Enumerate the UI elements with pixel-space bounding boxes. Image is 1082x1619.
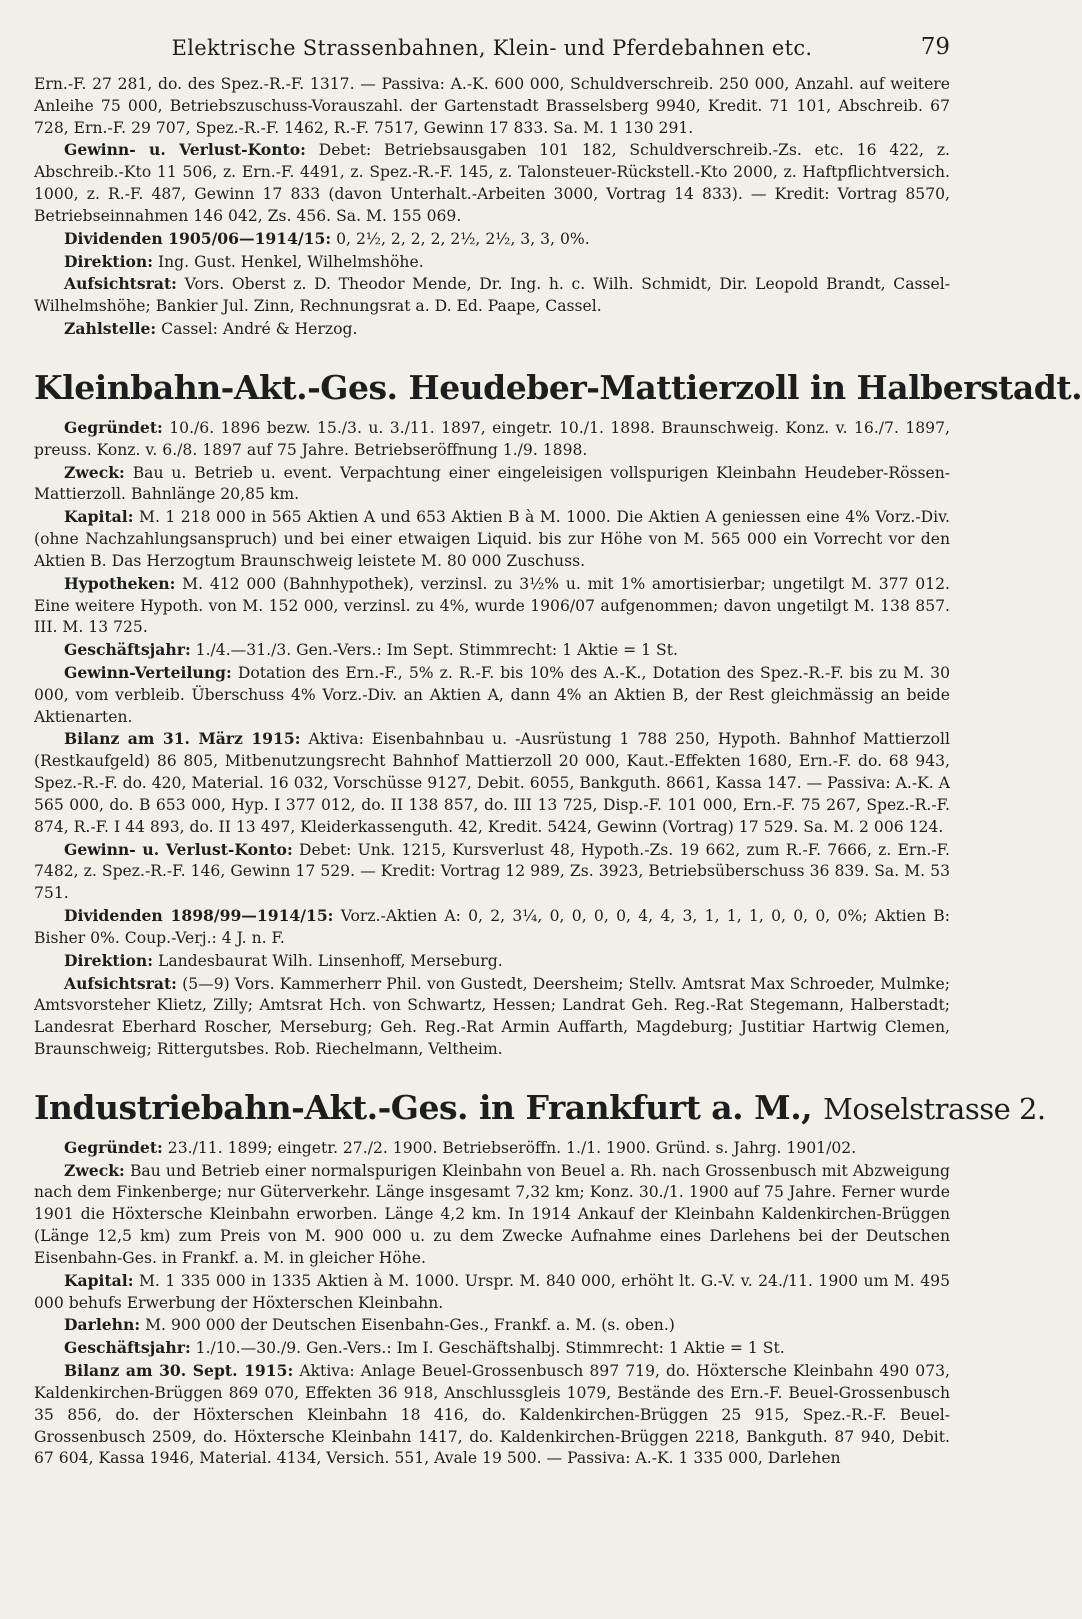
field-label: Aufsichtsrat:	[64, 274, 177, 294]
field-label: Zweck:	[64, 1160, 125, 1180]
entry-paragraph	[34, 950, 950, 973]
entry-paragraph	[34, 1270, 950, 1315]
field-text: (5—9) Vors. Kammerherr Phil. von Gustedt, Deersheim; Stellv. Amtsrat Max Schroeder, Mulmke; Amtsvorsteher Klietz, Zilly; Amtsrat Hch. von Schwartz, Hessen; Landrat Geh. Reg.-Rat Stegemann, Halberstadt; Landesrat Eberhard Roscher, Merseburg; Geh. Reg.-Rat Armin Auffarth, Magdeburg; Justitiar Hartwig Clemen, Braunschweig; Rittergutsbes. Rob. Riechelmann, Veltheim.	[34, 974, 950, 1059]
entry-paragraph	[34, 573, 950, 639]
field-text: Bau und Betrieb einer normalspurigen Kleinbahn von Beuel a. Rh. nach Grossenbusch mit Abzweigung nach dem Finkenberge; nur Güterverkehr. Länge insgesamt 7,32 km; Konz. 30./1. 1900 auf 75 Jahre. Ferner wurde 1901 die Höxtersche Kleinbahn erworben. Länge 4,2 km. In 1914 Ankauf der Kleinbahn Kaldenkirchen-Brüggen (Länge 12,5 km) zum Preis von M. 900 000 u. zu dem Zwecke Aufnahme eines Darlehens bei der Deutschen Eisenbahn-Ges. in Frankf. a. M. in gleicher Höhe.	[34, 1161, 950, 1267]
entry-paragraph	[34, 662, 950, 728]
entry-paragraph	[34, 462, 950, 507]
company-name: Kleinbahn-Akt.-Ges. Heudeber-Mattierzoll in Halberstadt.	[34, 367, 1082, 407]
field-text: 10./6. 1896 bezw. 15./3. u. 3./11. 1897, eingetr. 10./1. 1898. Braunschweig. Konz. v. 16./7. 1897, preuss. Konz. v. 6./8. 1897 auf 75 Jahre. Betriebseröffnung 1./9. 1898.	[34, 418, 950, 459]
company-entry	[34, 367, 1082, 1061]
entry-paragraph	[34, 905, 950, 950]
company-heading	[34, 1087, 1046, 1127]
field-text: M. 900 000 der Deutschen Eisenbahn-Ges., Frankf. a. M. (s. oben.)	[145, 1316, 675, 1335]
field-label: Geschäftsjahr:	[64, 1338, 191, 1358]
entry-paragraph	[34, 973, 950, 1061]
entry-paragraph	[34, 839, 950, 905]
field-text: Cassel: André & Herzog.	[161, 320, 358, 339]
field-text: Bau u. Betrieb u. event. Verpachtung einer eingeleisigen vollspurigen Kleinbahn Heudeber-Rössen-Mattierzoll. Bahnlänge 20,85 km.	[34, 463, 951, 504]
continued-entry	[34, 74, 950, 341]
dividends-paragraph	[34, 228, 950, 251]
entry-paragraph	[34, 1314, 950, 1337]
profit-loss-paragraph	[34, 139, 950, 227]
field-label: Hypotheken:	[64, 573, 176, 593]
paying-office-paragraph	[34, 318, 950, 341]
field-label: Gewinn-Verteilung:	[64, 662, 232, 682]
field-text: Debet: Betriebsausgaben 101 182, Schuldverschreib.-Zs. etc. 16 422, z. Abschreib.-Kto 11 506, z. Ern.-F. 4491, z. Spez.-R.-F. 145, z. Talonsteuer-Rückstell.-Kto 2000, z. Haftpflichtversich. 1000, z. R.-F. 487, Gewinn 17 833 (davon Unterhalt.-Arbeiten 3000, Vortrag 14 833). — Kredit: Vortrag 8570, Betriebseinnahmen 146 042, Zs. 456. Sa. M. 155 069.	[34, 141, 951, 225]
entry-paragraph	[34, 639, 950, 662]
field-text: Landesbaurat Wilh. Linsenhoff, Merseburg.	[157, 951, 503, 970]
field-text: Aktiva: Eisenbahnbau u. -Ausrüstung 1 788 250, Hypoth. Bahnhof Mattierzoll (Restkaufgeld) 86 805, Mitbenutzungsrecht Bahnhof Mattierzoll 20 000, Kaut.-Effekten 1680, Ern.-F. do. 68 943, Spez.-R.-F. do. 420, Material. 16 032, Vorschüsse 9127, Debit. 6055, Bankguth. 8661, Kassa 147. — Passiva: A.-K. A 565 000, do. B 653 000, Hyp. I 377 012, do. II 138 857, do. III 13 725, Disp.-F. 101 000, Ern.-F. 75 267, Spez.-R.-F. 874, R.-F. I 44 893, do. II 13 497, Kleiderkassenguth. 42, Kredit. 5424, Gewinn (Vortrag) 17 529. Sa. M. 2 006 124.	[34, 730, 950, 836]
field-label: Aufsichtsrat:	[64, 973, 177, 993]
running-header	[34, 30, 950, 74]
field-label: Gegründet:	[64, 1137, 163, 1157]
field-label: Kapital:	[64, 1270, 134, 1290]
field-text: 23./11. 1899; eingetr. 27./2. 1900. Betriebseröffn. 1./1. 1900. Gründ. s. Jahrg. 1901/02.	[167, 1138, 857, 1157]
entry-paragraph	[34, 506, 950, 572]
field-text: Ing. Gust. Henkel, Wilhelmshöhe.	[157, 252, 424, 271]
field-label: Dividenden 1898/99—1914/15:	[64, 906, 334, 926]
field-label: Direktion:	[64, 950, 154, 970]
field-text: Vors. Oberst z. D. Theodor Mende, Dr. Ing. h. c. Wilh. Schmidt, Dir. Leopold Brandt, Cassel-Wilhelmshöhe; Bankier Jul. Zinn, Rechnungsrat a. D. Ed. Paape, Cassel.	[34, 275, 950, 316]
field-text: M. 412 000 (Bahnhypothek), verzinsl. zu 3½% u. mit 1% amortisierbar; ungetilgt M. 377 012. Eine weitere Hypoth. von M. 152 000, verzinsl. zu 4%, wurde 1906/07 aufgenommen; davon ungetilgt M. 138 857. III. M. 13 725.	[34, 574, 950, 637]
field-text: Dotation des Ern.-F., 5% z. R.-F. bis 10% des A.-K., Dotation des Spez.-R.-F. bis zu M. 30 000, vom verbleib. Überschuss 4% Vorz.-Div. an Aktien A, dann 4% an Aktien B, der Rest gleichmässig an beide Aktienarten.	[34, 663, 950, 726]
field-text: Vorz.-Aktien A: 0, 2, 3¼, 0, 0, 0, 0, 4, 4, 3, 1, 1, 1, 0, 0, 0, 0%; Aktien B: Bisher 0%. Coup.-Verj.: 4 J. n. F.	[34, 907, 950, 947]
field-text: Aktiva: Anlage Beuel-Grossenbusch 897 719, do. Höxtersche Kleinbahn 490 073, Kaldenkirchen-Brüggen 869 070, Effekten 36 918, Anschlussgleis 1079, Bestände des Ern.-F. Beuel-Grossenbusch 35 856, do. der Höxterschen Kleinbahn 18 416, do. Kaldenkirchen-Brüggen 25 915, Spez.-R.-F. Beuel-Grossenbusch 2509, do. Höxtersche Kleinbahn 1417, do. Kaldenkirchen-Brüggen 2218, Bankguth. 87 940, Debit. 67 604, Kassa 1946, Material. 4134, Versich. 551, Avale 19 500. — Passiva: A.-K. 1 335 000, Darlehen	[34, 1362, 950, 1468]
field-text: Debet: Unk. 1215, Kursverlust 48, Hypoth.-Zs. 19 662, zum R.-F. 7666, z. Ern.-F. 7482, z. Spez.-R.-F. 146, Gewinn 17 529. — Kredit: Vortrag 12 989, Zs. 3923, Betriebsüberschuss 36 839. Sa. M. 53 751.	[34, 840, 950, 903]
field-label: Zahlstelle:	[64, 319, 157, 339]
field-text: 1./4.—31./3. Gen.-Vers.: Im Sept. Stimmrecht: 1 Aktie = 1 St.	[195, 641, 678, 660]
field-label: Gewinn- u. Verlust-Konto:	[64, 839, 293, 859]
supervisory-board-paragraph	[34, 273, 950, 318]
balance-continuation: Ern.-F. 27 281, do. des Spez.-R.-F. 1317. — Passiva: A.-K. 600 000, Schuldverschreib. 250 000, Anzahl. auf weitere Anleihe 75 000, Betriebszuschuss-Vorauszahl. der Gartenstadt Brasselsberg 9940, Kredit. 71 101, Abschreib. 67 728, Ern.-F. 29 707, Spez.-R.-F. 1462, R.-F. 7517, Gewinn 17 833. Sa. M. 1 130 291.	[34, 75, 950, 137]
running-title: Elektrische Strassenbahnen, Klein- und Pferdebahnen etc.	[171, 36, 813, 60]
entry-paragraph	[34, 417, 950, 462]
entry-paragraph	[34, 1137, 950, 1160]
company-heading	[34, 367, 1082, 407]
field-label: Direktion:	[64, 251, 154, 271]
field-text: 1./10.—30./9. Gen.-Vers.: Im I. Geschäftshalbj. Stimmrecht: 1 Aktie = 1 St.	[195, 1339, 785, 1358]
entry-paragraph	[34, 728, 950, 838]
company-entry	[34, 1087, 1046, 1470]
field-label: Kapital:	[64, 507, 134, 527]
company-name: Industriebahn-Akt.-Ges. in Frankfurt a. M.,	[34, 1087, 813, 1127]
field-label: Dividenden 1905/06—1914/15:	[64, 228, 332, 248]
entry-paragraph	[34, 1360, 950, 1470]
field-label: Geschäftsjahr:	[64, 640, 191, 660]
field-text: M. 1 335 000 in 1335 Aktien à M. 1000. Urspr. M. 840 000, erhöht lt. G.-V. v. 24./11. 1900 um M. 495 000 behufs Erwerbung der Höxterschen Kleinbahn.	[34, 1271, 950, 1312]
company-address: Moselstrasse 2.	[823, 1091, 1046, 1126]
entry-paragraph	[34, 1160, 950, 1270]
page-number: 79	[920, 34, 950, 60]
direction-paragraph	[34, 251, 950, 274]
field-label: Gewinn- u. Verlust-Konto:	[64, 140, 306, 160]
field-label: Gegründet:	[64, 417, 163, 437]
field-text: 0, 2½, 2, 2, 2, 2½, 2½, 3, 3, 0%.	[336, 229, 590, 248]
field-text: M. 1 218 000 in 565 Aktien A und 653 Aktien B à M. 1000. Die Aktien A geniessen eine 4% Vorz.-Div. (ohne Nachzahlungsanspruch) und bei einer etwaigen Liquid. bis zur Höhe von M. 565 000 ein Vorrecht vor den Aktien B. Das Herzogtum Braunschweig leistete M. 80 000 Zuschuss.	[34, 508, 950, 570]
entry-paragraph	[34, 1337, 950, 1360]
field-label: Darlehn:	[64, 1315, 141, 1335]
company-sections	[34, 367, 1082, 1470]
field-label: Bilanz am 30. Sept. 1915:	[64, 1361, 294, 1381]
field-label: Zweck:	[64, 462, 125, 482]
field-label: Bilanz am 31. März 1915:	[64, 729, 301, 749]
